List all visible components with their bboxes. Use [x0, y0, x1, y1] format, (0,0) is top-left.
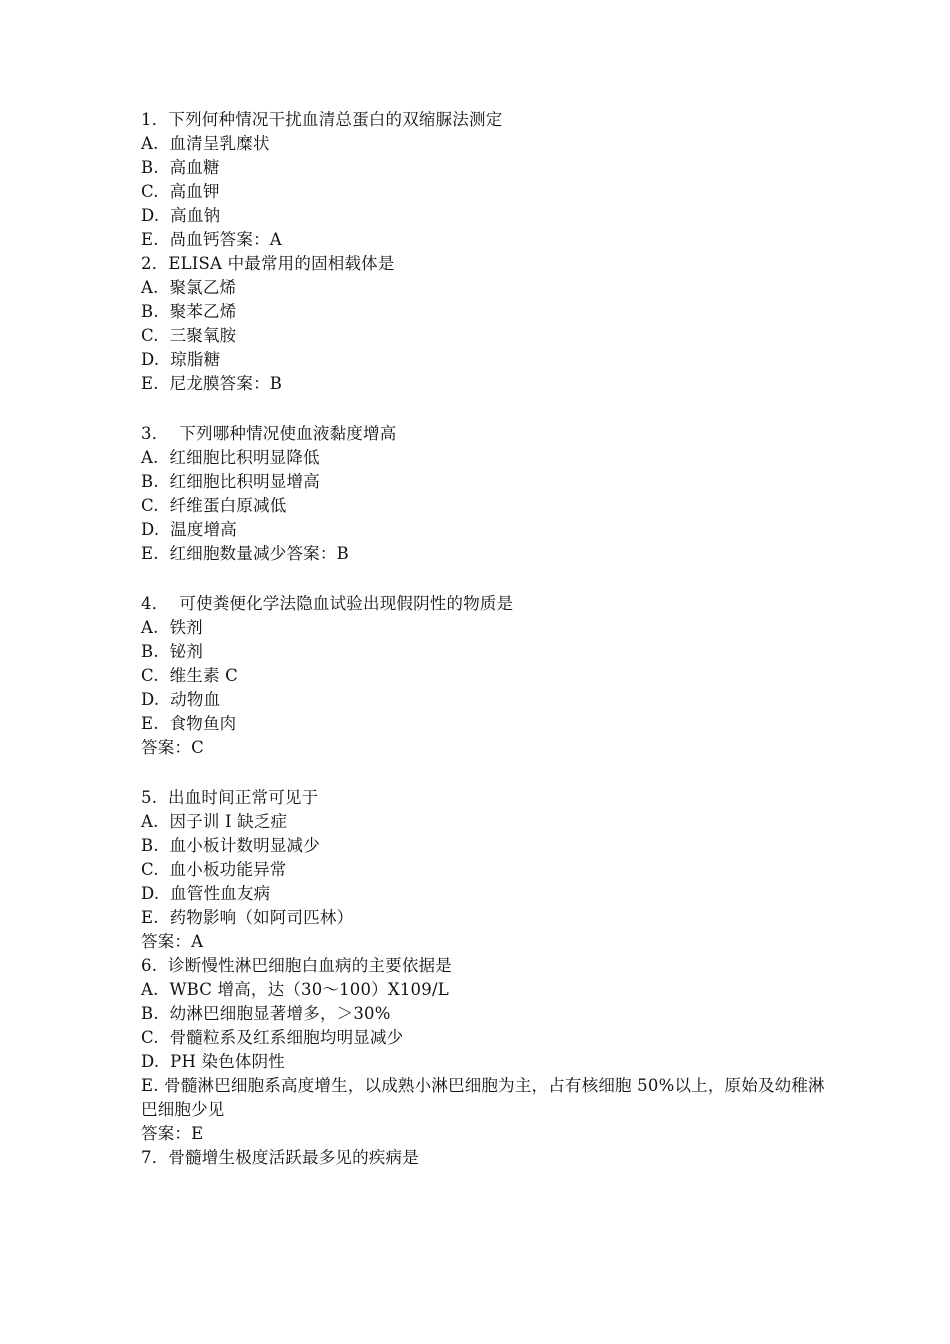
- question-4-answer: 答案：C: [141, 738, 204, 757]
- question-2-stem: 2．ELISA 中最常用的固相载体是: [141, 254, 395, 273]
- question-1-option-b: B. 高血糖: [141, 158, 220, 177]
- question-3-option-d: D. 温度增高: [141, 520, 237, 539]
- question-3-stem: 3． 下列哪种情况使血液黏度增高: [141, 424, 397, 443]
- question-4-option-a: A. 铁剂: [141, 618, 203, 637]
- question-4-stem: 4． 可使粪便化学法隐血试验出现假阴性的物质是: [141, 594, 514, 613]
- question-2-option-a: A. 聚氯乙烯: [141, 278, 237, 297]
- spacer: [141, 566, 831, 592]
- question-4-option-b: B. 铋剂: [141, 642, 204, 661]
- question-4-option-e: E. 食物鱼肉: [141, 714, 237, 733]
- question-5-option-e: E. 药物影响（如阿司匹林）: [141, 908, 354, 927]
- spacer: [141, 396, 831, 422]
- question-1-option-c: C. 高血钾: [141, 182, 220, 201]
- question-1-option-a: A. 血清呈乳糜状: [141, 134, 270, 153]
- question-6-stem: 6. 诊断慢性淋巴细胞白血病的主要依据是: [141, 956, 452, 975]
- question-1-option-d: D. 高血钠: [141, 206, 221, 225]
- question-5-answer: 答案：A: [141, 932, 204, 951]
- question-6-option-c: C. 骨髓粒系及红系细胞均明显减少: [141, 1028, 404, 1047]
- question-6-option-a: A. WBC 增高，达（30〜100）X109/L: [141, 980, 449, 999]
- question-2-option-b: B. 聚苯乙烯: [141, 302, 237, 321]
- question-3-option-b: B. 红细胞比积明显增高: [141, 472, 320, 491]
- question-2-option-c: C. 三聚氧胺: [141, 326, 237, 345]
- question-6-option-b: B. 幼淋巴细胞显著增多，＞30%: [141, 1004, 391, 1023]
- document-page: [141, 108, 831, 1170]
- question-2-option-d: D. 琼脂糖: [141, 350, 221, 369]
- spacer: [141, 760, 831, 786]
- question-3-option-e: E. 红细胞数量减少答案：B: [141, 544, 349, 563]
- question-1-option-e: E. 咼血钙答案：A: [141, 230, 282, 249]
- question-2-option-e: E. 尼龙膜答案：B: [141, 374, 283, 393]
- question-3-option-a: A. 红细胞比积明显降低: [141, 448, 320, 467]
- question-5-option-b: B. 血小板计数明显减少: [141, 836, 320, 855]
- question-3-option-c: C. 纤维蛋白原减低: [141, 496, 287, 515]
- question-4-option-c: C. 维生素 C: [141, 666, 238, 685]
- question-5-option-a: A. 因子训 I 缺乏症: [141, 812, 288, 831]
- question-6-option-e: E. 骨髓淋巴细胞系高度增生，以成熟小淋巴细胞为主，占有核细胞 50%以上，原始及幼稚淋巴细胞少见: [141, 1076, 825, 1119]
- question-1-stem: 1．下列何种情况干扰血清总蛋白的双缩脲法测定: [141, 110, 503, 129]
- question-5-option-c: C. 血小板功能异常: [141, 860, 287, 879]
- question-6-answer: 答案：E: [141, 1124, 204, 1143]
- question-5-option-d: D. 血管性血友病: [141, 884, 271, 903]
- question-5-stem: 5. 出血时间正常可见于: [141, 788, 319, 807]
- question-7-stem: 7．骨髓增生极度活跃最多见的疾病是: [141, 1148, 419, 1167]
- question-4-option-d: D. 动物血: [141, 690, 221, 709]
- question-6-option-d: D. PH 染色体阴性: [141, 1052, 286, 1071]
